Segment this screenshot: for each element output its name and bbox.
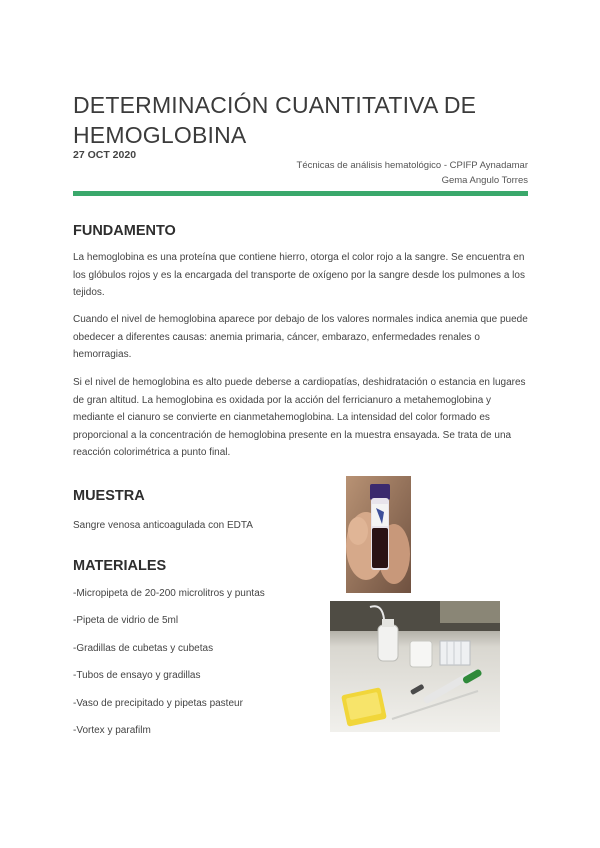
blood-sample-tube-photo <box>346 476 411 593</box>
muestra-text: Sangre venosa anticoagulada con EDTA <box>73 520 253 531</box>
fundamento-paragraph-3: Si el nivel de hemoglobina es alto puede deberse a cardiopatías, deshidratación o estancia en lugares de gran altitud. La hemoglobina es oxidada por la acción del ferricianuro a metahemoglobina y mediante el cianuro se convierte en cianmetahemoglobina. La intensidad del color formado es proporcional a la concentración de hemoglobina presente en la muestra ensayada. Se trata de una reacción colorimétrica a punto final. <box>73 377 526 458</box>
list-item: -Micropipeta de 20-200 microlitros y puntas <box>73 588 265 599</box>
list-item: -Pipeta de vidrio de 5ml <box>73 615 179 626</box>
document-date: 27 OCT 2020 <box>73 149 137 161</box>
lab-materials-photo <box>330 601 500 732</box>
section-heading-materiales: MATERIALES <box>73 558 167 574</box>
fundamento-paragraph-2: Cuando el nivel de hemoglobina aparece por debajo de los valores normales indica anemia que puede obedecer a diferentes causas: anemia primaria, cáncer, embarazo, enfermedades renales o hemorragias. <box>73 314 528 360</box>
author-name: Gema Angulo Torres <box>441 175 528 186</box>
list-item: -Vortex y parafilm <box>73 725 151 736</box>
fundamento-paragraph-1: La hemoglobina es una proteína que contiene hierro, otorga el color rojo a la sangre. Se encuentra en los glóbulos rojos y es la encargada del transporte de oxígeno por la sangre desde los pulmones a los tejidos. <box>73 252 525 298</box>
section-heading-fundamento: FUNDAMENTO <box>73 223 176 239</box>
section-heading-muestra: MUESTRA <box>73 488 145 504</box>
document-title: DETERMINACIÓN CUANTITATIVA DE HEMOGLOBINA <box>73 92 477 148</box>
header-divider <box>73 191 528 196</box>
list-item: -Tubos de ensayo y gradillas <box>73 670 201 681</box>
document-meta <box>297 158 528 188</box>
list-item: -Gradillas de cubetas y cubetas <box>73 643 214 654</box>
list-item: -Vaso de precipitado y pipetas pasteur <box>73 698 243 709</box>
course-name: Técnicas de análisis hematológico - CPIFP Aynadamar <box>296 160 528 171</box>
